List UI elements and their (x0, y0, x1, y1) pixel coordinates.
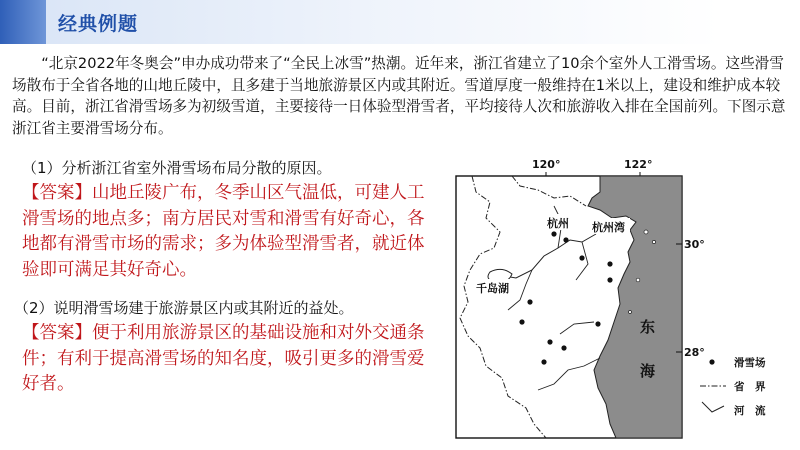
answer-2-text: 便于利用旅游景区的基础设施和对外交通条件；有利于提高滑雪场的知名度，吸引更多的滑雪爱好者。 (22, 323, 425, 394)
header-accent (0, 0, 46, 44)
place-qiandao-lake: 千岛湖 (476, 282, 509, 295)
legend-dot-icon (709, 359, 714, 364)
ski-resort-dot (563, 237, 568, 242)
ski-resort-dot (607, 277, 612, 282)
legend-ski-resort: 滑雪场 (734, 357, 766, 369)
ski-resort-dot (519, 319, 524, 324)
lon-label-122: 122° (624, 158, 653, 171)
answer-2-tag: 【答案】 (22, 323, 92, 343)
island (644, 230, 648, 234)
ski-resort-dot (595, 321, 600, 326)
lat-label-28: 28° (684, 346, 705, 359)
answer-1 (22, 181, 432, 283)
place-hangzhou-bay: 杭州湾 (592, 221, 625, 234)
island (636, 278, 640, 282)
answer-2 (22, 321, 427, 398)
ski-resort-dot (607, 261, 612, 266)
sea-label-east: 东 (640, 318, 656, 336)
ski-resort-dot (551, 231, 556, 236)
island (652, 240, 655, 243)
ski-resort-dot (547, 339, 552, 344)
answer-1-text: 山地丘陵广布，冬季山区气温低，可建人工滑雪场的地点多；南方居民对雪和滑雪有好奇心，各地都有滑雪市场的需求；多为体验型滑雪者，就近体验即可满足其好奇心。 (22, 183, 425, 280)
legend-river-icon (702, 402, 724, 412)
question-1: （1）分析浙江省室外滑雪场布局分散的原因。 (22, 159, 332, 177)
island (629, 311, 632, 314)
question-2: （2）说明滑雪场建于旅游景区内或其附近的益处。 (14, 299, 354, 317)
map-legend (700, 356, 766, 417)
legend-river: 河 流 (734, 405, 766, 417)
answer-1-tag: 【答案】 (22, 183, 92, 203)
ski-resort-dot (579, 255, 584, 260)
ski-resort-dot (541, 359, 546, 364)
zhejiang-ski-map (450, 152, 790, 442)
place-hangzhou: 杭州 (547, 217, 569, 230)
legend-boundary: 省 界 (734, 381, 766, 393)
question-stem: “北京2022年冬奥会”申办成功带来了“全民上冰雪”热潮。近年来，浙江省建立了10余个室外人工滑雪场。这些滑雪场散布于全省各地的山地丘陵中，且多建于当地旅游景区内或其附近。雪道厚度一般维持在1米以上，建设和维护成本较高。目前，浙江省滑雪场多为初级雪道，主要接待一日体验型滑雪者，平均接待人次和旅游收入排在全国前列。下图示意浙江省主要滑雪场分布。 (12, 55, 786, 137)
lon-label-120: 120° (532, 158, 561, 171)
ski-resort-dot (527, 299, 532, 304)
sea-label-sea: 海 (640, 362, 656, 380)
ski-resort-dot (561, 345, 566, 350)
page-title: 经典例题 (58, 13, 139, 35)
lat-label-30: 30° (684, 238, 705, 251)
